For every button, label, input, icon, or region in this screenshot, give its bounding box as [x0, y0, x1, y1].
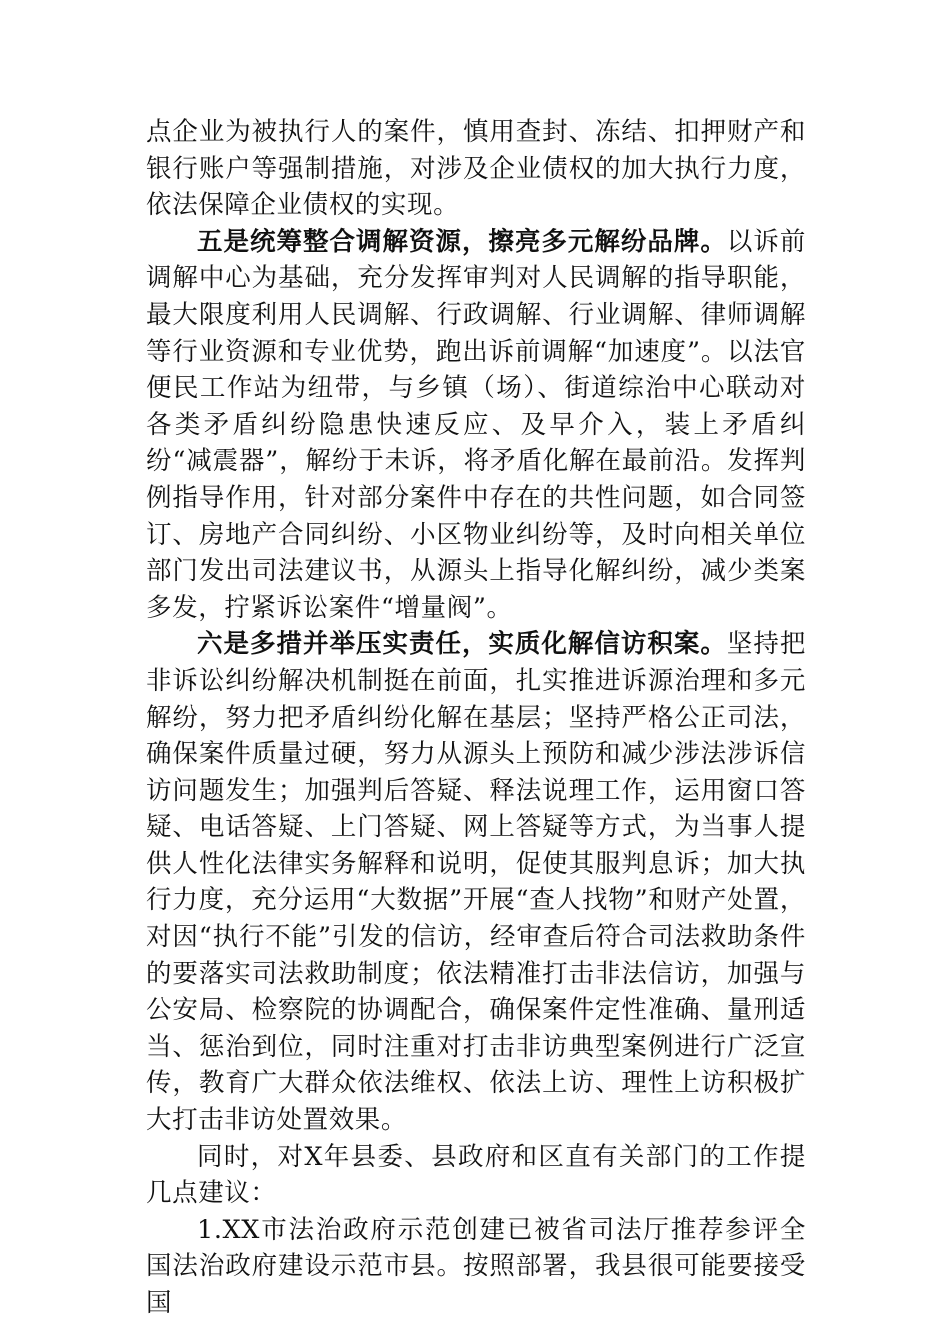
- paragraph-3-heading: 六是多措并举压实责任，实质化解信访积案。: [197, 629, 727, 660]
- paragraph-2-heading: 五是统筹整合调解资源，擦亮多元解纷品牌。: [197, 226, 727, 257]
- document-body: [146, 114, 806, 1322]
- paragraph-2-body: 以诉前调解中心为基础，充分发挥审判对人民调解的指导职能，最大限度利用人民调解、行政调解、行业调解、律师调解等行业资源和专业优势，跑出诉前调解“加速度”。以法官便民工作站为纽带，与乡镇（场）、街道综治中心联动对各类矛盾纠纷隐患快速反应、及早介入，装上矛盾纠纷“减震器”，解纷于未诉，将矛盾化解在最前沿。发挥判例指导作用，针对部分案件中存在的共性问题，如合同签订、房地产合同纠纷、小区物业纠纷等，及时向相关单位部门发出司法建议书，从源头上指导化解纠纷，减少类案多发，拧紧诉讼案件“增量阀”。: [146, 226, 806, 623]
- paragraph-3-body: 坚持把非诉讼纠纷解决机制挺在前面，扎实推进诉源治理和多元解纷，努力把矛盾纠纷化解在基层；坚持严格公正司法，确保案件质量过硬，努力从源头上预防和减少涉法涉诉信访问题发生；加强判后答疑、释法说理工作，运用窗口答疑、电话答疑、上门答疑、网上答疑等方式，为当事人提供人性化法律实务解释和说明，促使其服判息诉；加大执行力度，充分运用“大数据”开展“查人找物”和财产处置，对因“执行不能”引发的信访，经审查后符合司法救助条件的要落实司法救助制度；依法精准打击非法信访，加强与公安局、检察院的协调配合，确保案件定性准确、量刑适当、惩治到位，同时注重对打击非访典型案例进行广泛宣传，教育广大群众依法维权、依法上访、理性上访积极扩大打击非访处置效果。: [146, 629, 806, 1136]
- paragraph-5: 1.XX市法治政府示范创建已被省司法厅推荐参评全国法治政府建设示范市县。按照部署，我县很可能要接受国: [146, 1214, 806, 1318]
- paragraph-2: [146, 224, 806, 627]
- paragraph-4: 同时，对X年县委、县政府和区直有关部门的工作提几点建议：: [146, 1141, 806, 1209]
- paragraph-3: [146, 626, 806, 1138]
- paragraph-1: 点企业为被执行人的案件，慎用查封、冻结、扣押财产和银行账户等强制措施，对涉及企业债权的加大执行力度，依法保障企业债权的实现。: [146, 117, 806, 221]
